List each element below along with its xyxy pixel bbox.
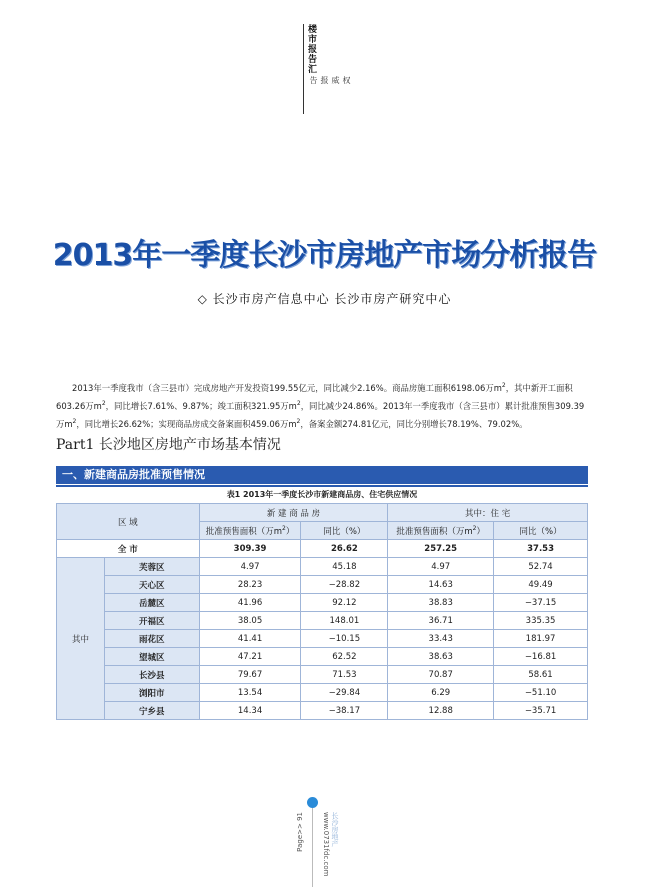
table-cell: 71.53 (301, 666, 388, 684)
district-name: 长沙县 (104, 666, 199, 684)
group-header-commercial: 新 建 商 品 房 (199, 504, 388, 522)
table-cell: 38.63 (388, 648, 494, 666)
table-cell: −16.81 (494, 648, 588, 666)
table-row (57, 666, 588, 684)
table-cell: 28.23 (199, 576, 301, 594)
table-cell: 47.21 (199, 648, 301, 666)
side-tab-title: 楼市报告汇 (306, 24, 316, 74)
side-tab (300, 24, 351, 86)
table-cell: −37.15 (494, 594, 588, 612)
table-cell: 4.97 (199, 558, 301, 576)
table-cell: 4.97 (388, 558, 494, 576)
table-cell: 58.61 (494, 666, 588, 684)
table-cell: 13.54 (199, 684, 301, 702)
table-cell: 38.83 (388, 594, 494, 612)
table-cell: 41.41 (199, 630, 301, 648)
table-cell: 6.29 (388, 684, 494, 702)
table-cell: −35.71 (494, 702, 588, 720)
article-title: 2013年一季度长沙市房地产市场分析报告 (52, 238, 597, 273)
article-authors: ◇ 长沙市房产信息中心 长沙市房产研究中心 (197, 292, 452, 306)
table-cell: 14.34 (199, 702, 301, 720)
group-header-residential: 其中：住 宅 (388, 504, 588, 522)
table-cell: 62.52 (301, 648, 388, 666)
table-cell: 148.01 (301, 612, 388, 630)
district-name: 岳麓区 (104, 594, 199, 612)
table-cell: −10.15 (301, 630, 388, 648)
abstract-paragraph: 2013年一季度我市（含三县市）完成房地产开发投资199.55亿元，同比减少2.16%。商品房施工面积6198.06万$m^2$，其中新开工面积603.26万$m^2$，同比增长7.61%、9.87%；竣工面积321.95万$m^2$，同比减少24.86%。2013年一季度我市（含三县市）累计批准预售309.39万$m^2$，同比增长26.62%；实现商品房成交备案面积459.06万$m^2$，备案金额274.81亿元，同比分别增长78.19%、79.02%。 (56, 382, 585, 429)
section-heading: 一、新建商品房批准预售情况 (56, 466, 588, 484)
district-name: 望城区 (104, 648, 199, 666)
table-cell: 26.62 (301, 540, 388, 558)
table-cell: 45.18 (301, 558, 388, 576)
table-cell: −28.82 (301, 576, 388, 594)
table-row (57, 558, 588, 576)
footer-url: 长沙房地产 www.0731fdc.com (322, 812, 339, 877)
table-row (57, 702, 588, 720)
table-row (57, 630, 588, 648)
table-row (57, 612, 588, 630)
table-cell: 41.96 (199, 594, 301, 612)
table-cell: 309.39 (199, 540, 301, 558)
page-number: Page>> 91 (296, 812, 304, 852)
total-label: 全 市 (57, 540, 200, 558)
part-heading: Part1 长沙地区房地产市场基本情况 (56, 437, 281, 453)
supply-table (56, 503, 588, 720)
table-cell: 36.71 (388, 612, 494, 630)
district-name: 宁乡县 (104, 702, 199, 720)
region-header: 区 域 (57, 504, 200, 540)
footer-rule (312, 803, 313, 887)
table-cell: 181.97 (494, 630, 588, 648)
table-cell: 14.63 (388, 576, 494, 594)
table-row (57, 594, 588, 612)
table-cell: 33.43 (388, 630, 494, 648)
table-cell: 335.35 (494, 612, 588, 630)
district-name: 开福区 (104, 612, 199, 630)
col-header-area: 批准预售面积（万$m^2$） (199, 522, 301, 540)
district-name: 天心区 (104, 576, 199, 594)
table-cell: 70.87 (388, 666, 494, 684)
table-row-total (57, 540, 588, 558)
table-cell: 257.25 (388, 540, 494, 558)
table-cell: −29.84 (301, 684, 388, 702)
table-cell: 49.49 (494, 576, 588, 594)
col-header-yoy: 同比（%） (301, 522, 388, 540)
col-header-yoy: 同比（%） (494, 522, 588, 540)
table-cell: 92.12 (301, 594, 388, 612)
table-cell: 79.67 (199, 666, 301, 684)
table-cell: −38.17 (301, 702, 388, 720)
col-header-area: 批准预售面积（万$m^2$） (388, 522, 494, 540)
table-cell: 37.53 (494, 540, 588, 558)
table-caption: 表1 2013年一季度长沙市新建商品房、住宅供应情况 (226, 490, 418, 499)
side-rule (303, 24, 304, 114)
district-name: 芙蓉区 (104, 558, 199, 576)
table-cell: 52.74 (494, 558, 588, 576)
side-tab-subtitle: 权威报告 (309, 76, 351, 86)
table-row (57, 576, 588, 594)
table-cell: 38.05 (199, 612, 301, 630)
table-cell: −51.10 (494, 684, 588, 702)
district-name: 雨花区 (104, 630, 199, 648)
page-dot-icon (307, 797, 318, 808)
table-row (57, 648, 588, 666)
table-cell: 12.88 (388, 702, 494, 720)
table-row (57, 684, 588, 702)
side-label: 其中 (57, 558, 105, 720)
district-name: 浏阳市 (104, 684, 199, 702)
